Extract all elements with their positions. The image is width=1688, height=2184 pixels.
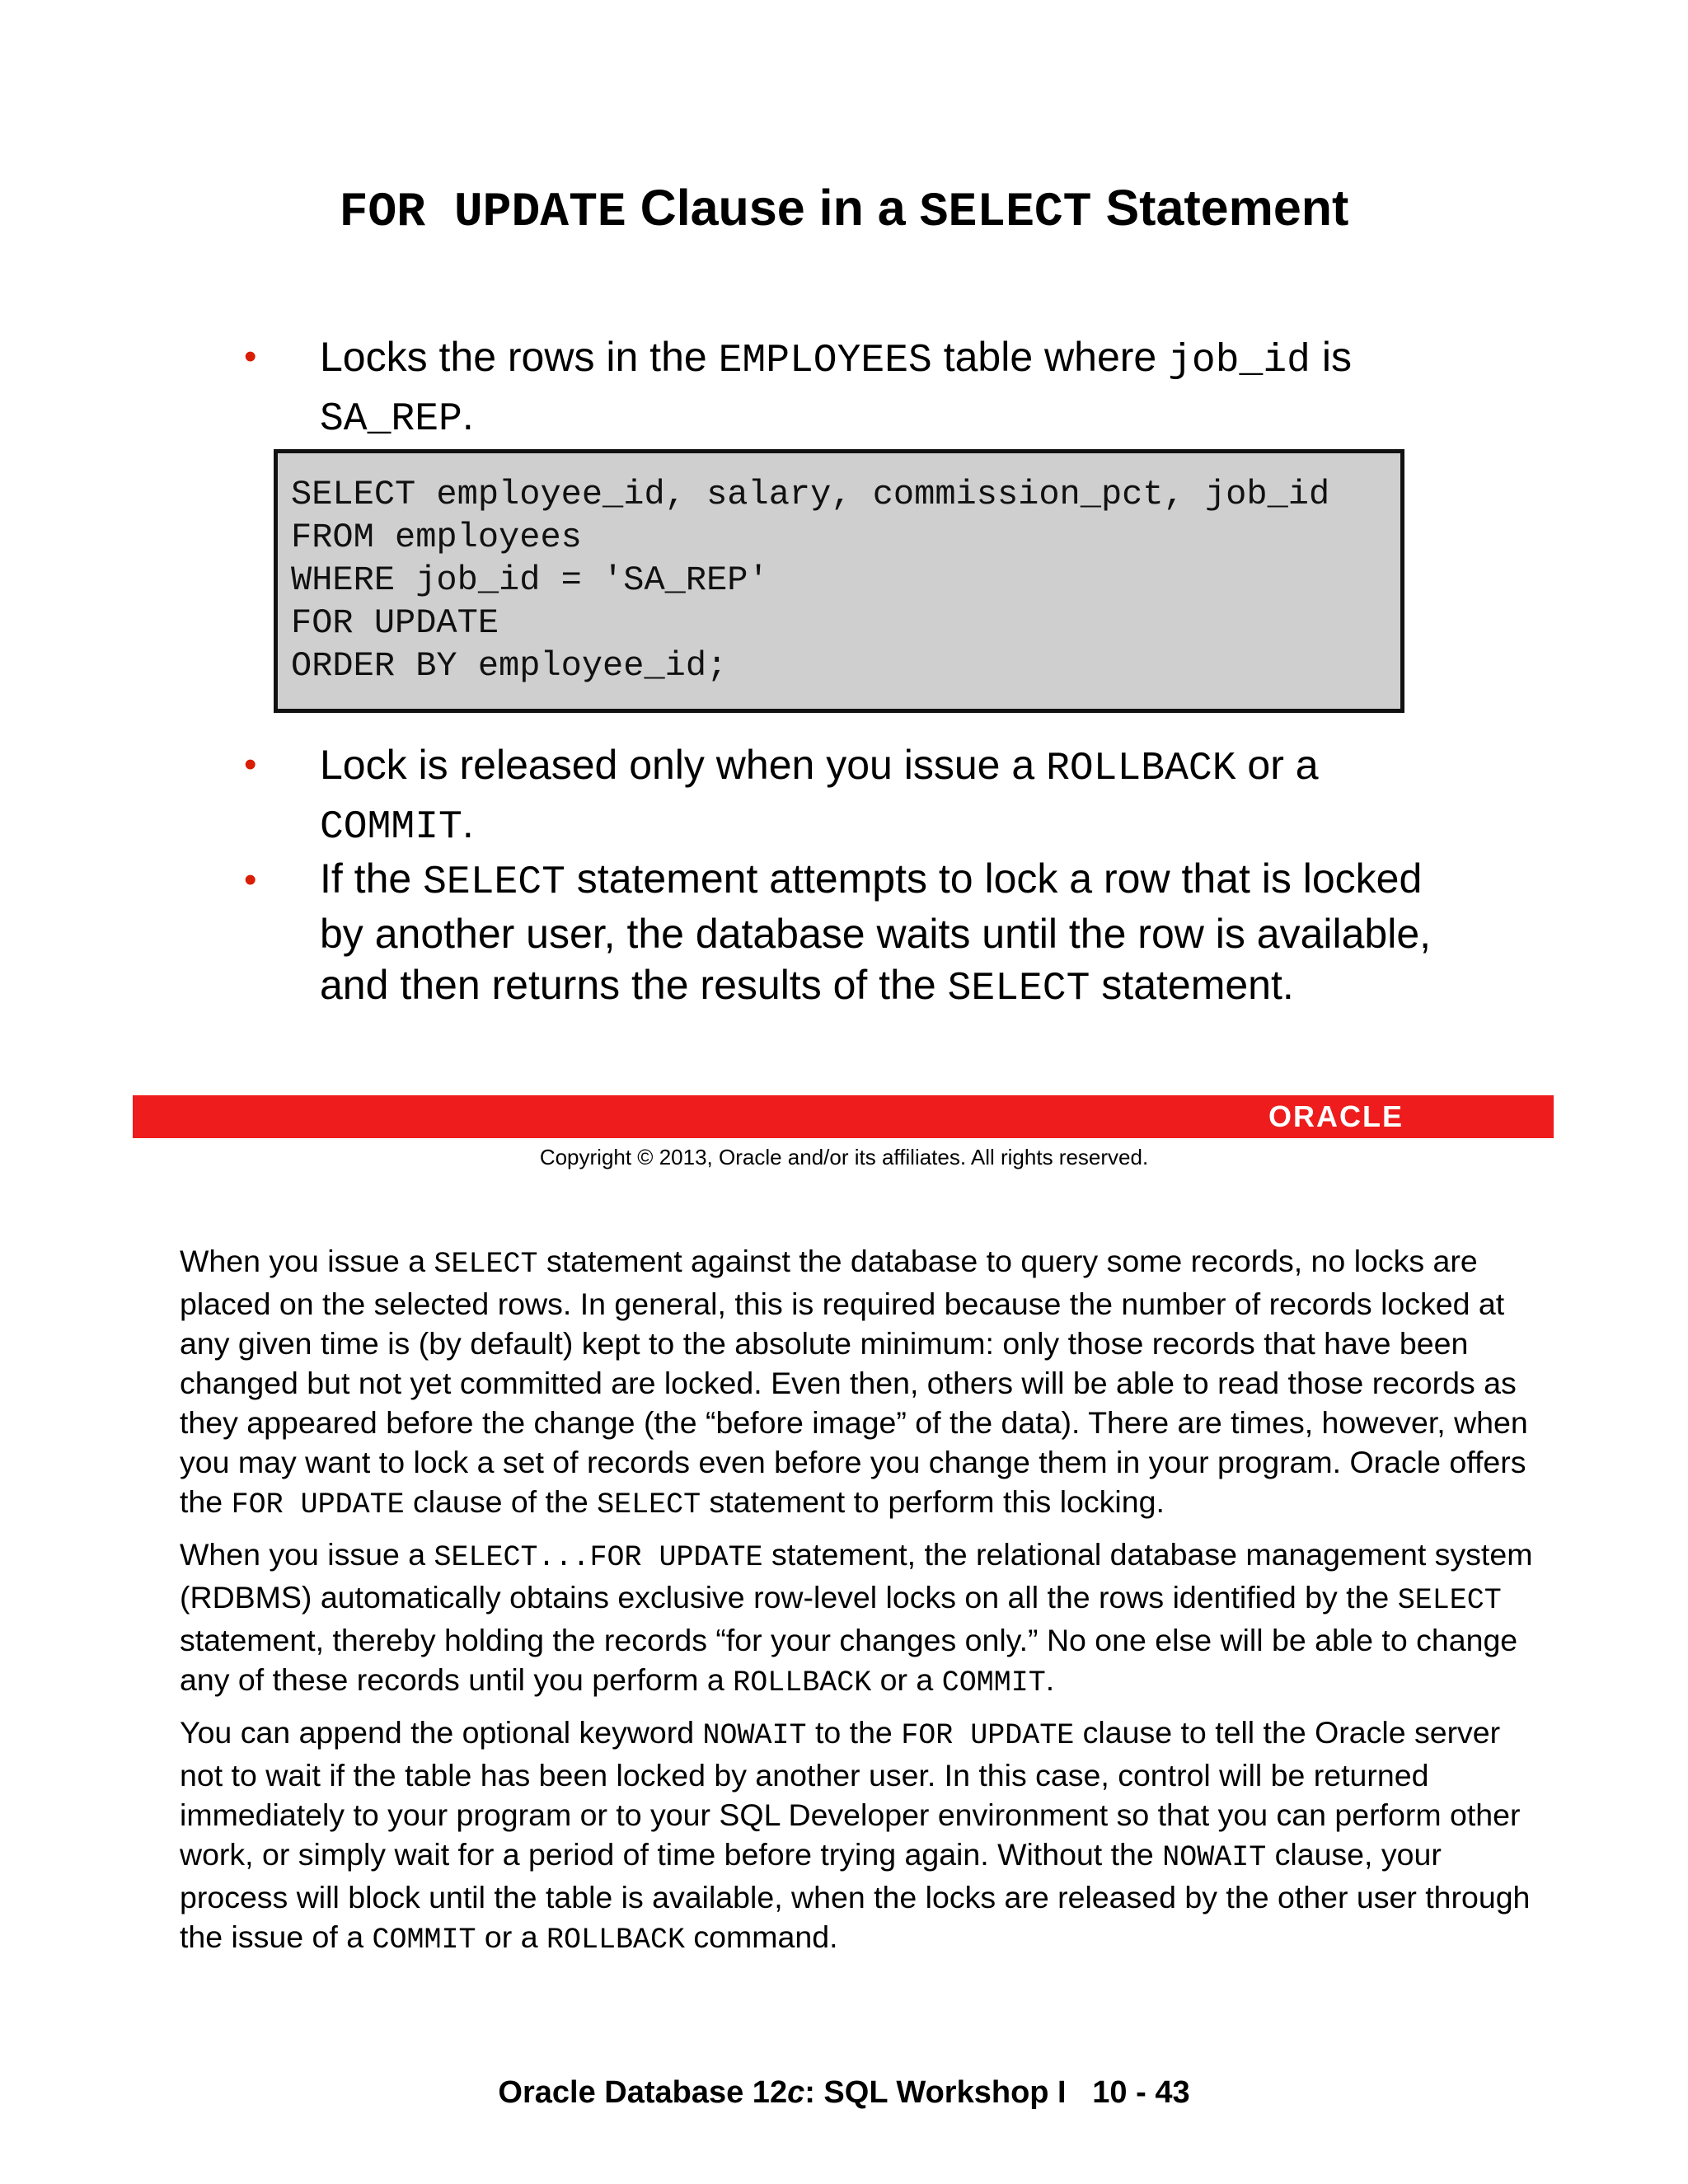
notes-paragraph: [180, 1535, 1548, 1703]
oracle-banner: [133, 1095, 1554, 1138]
oracle-logo: ORACLE: [1268, 1099, 1404, 1133]
code-run: NOWAIT: [702, 1719, 807, 1752]
title-keyword: FOR UPDATE: [339, 186, 626, 240]
code-line: FOR UPDATE: [291, 603, 499, 643]
bullet-marker: •: [244, 860, 257, 900]
code-run: SELECT: [597, 1488, 701, 1521]
code-run: job_id: [1168, 339, 1311, 383]
text-run: .: [462, 800, 474, 846]
bullet-marker: •: [244, 744, 257, 785]
title-text: Clause in a: [626, 180, 920, 236]
code-line: WHERE job_id = 'SA_REP': [291, 560, 769, 600]
text-run: to the: [806, 1715, 902, 1750]
text-run: command.: [685, 1919, 838, 1954]
text-run: When you issue a: [180, 1244, 434, 1278]
code-run: EMPLOYEES: [718, 339, 932, 383]
code-run: SELECT: [947, 967, 1090, 1011]
code-run: SELECT: [1397, 1584, 1502, 1617]
text-run: is: [1310, 334, 1352, 380]
code-run: NOWAIT: [1162, 1841, 1267, 1874]
bullet-marker: •: [244, 336, 257, 377]
footer-italic: c: [787, 2075, 805, 2110]
code-run: COMMIT: [941, 1666, 1046, 1699]
copyright-notice: Copyright © 2013, Oracle and/or its affiliates. All rights reserved.: [539, 1145, 1149, 1169]
title-keyword: SELECT: [919, 186, 1092, 240]
text-run: statement against the database to query some records, no locks are placed on the selected rows. In general, this is required because the number of records locked at any given time is (by default) kept to the absolute minimum: only those records that have been changed but not yet committed are locked. Even then, others will be able to read those records as they appeared before the change (the “before image” of the data). There are times, however, when you may want to lock a set of records even before you change them in your program. Oracle offers the: [180, 1244, 1528, 1519]
bullet-text: [320, 330, 1474, 447]
footer-text: Oracle Database 12: [498, 2075, 788, 2110]
footer-text: : SQL Workshop I 10 - 43: [804, 2075, 1190, 2110]
code-run: SELECT...FOR UPDATE: [434, 1541, 763, 1574]
code-run: COMMIT: [372, 1924, 476, 1957]
code-line: SELECT employee_id, salary, commission_pct, job_id: [291, 475, 1330, 514]
bullet-text: [320, 853, 1474, 1015]
title-text: Statement: [1091, 180, 1349, 236]
code-run: SELECT: [434, 1248, 538, 1281]
text-run: clause to tell the Oracle server not to wait if the table has been locked by another user. In this case, control will be returned immediately to your program or to your SQL Developer environment so that you can perform other work, or simply wait for a period of time before trying again. Without the: [180, 1715, 1521, 1872]
text-run: clause of the: [404, 1484, 598, 1519]
text-run: .: [462, 392, 474, 438]
page-footer: [0, 2073, 1688, 2112]
code-run: SELECT: [423, 860, 565, 905]
text-run: When you issue a: [180, 1537, 434, 1572]
code-line: FROM employees: [291, 518, 582, 557]
notes-section: [180, 1241, 1548, 1970]
text-run: statement, thereby holding the records “for your changes only.” No one else will be able to change any of these records until you perform a: [180, 1623, 1518, 1697]
notes-paragraph: [180, 1241, 1548, 1525]
code-run: FOR UPDATE: [901, 1719, 1075, 1752]
code-run: ROLLBACK: [546, 1924, 686, 1957]
slide-title: [0, 175, 1688, 246]
bullet-text: [320, 738, 1474, 855]
text-run: clause, your process will block until the table is available, when the locks are released by the other user through the issue of a: [180, 1837, 1531, 1954]
notes-paragraph: [180, 1713, 1548, 1960]
text-run: .: [1045, 1662, 1055, 1697]
text-run: Lock is released only when you issue a: [320, 742, 1047, 788]
code-run: SA_REP: [320, 397, 462, 442]
text-run: statement.: [1090, 962, 1294, 1008]
text-run: or a: [871, 1662, 942, 1697]
text-run: Locks the rows in the: [320, 334, 719, 380]
text-run: statement, the relational database management system (RDBMS) automatically obtains exclusive row-level locks on all the rows identified by the: [180, 1537, 1533, 1615]
code-run: FOR UPDATE: [231, 1488, 405, 1521]
code-run: COMMIT: [320, 805, 462, 850]
text-run: table where: [931, 334, 1169, 380]
code-run: ROLLBACK: [1046, 747, 1236, 791]
text-run: statement attempts to lock a row that is locked by another user, the database waits until the row is available, and then returns the results of the: [320, 855, 1432, 1008]
code-line: ORDER BY employee_id;: [291, 646, 728, 686]
text-run: If the: [320, 855, 424, 902]
text-run: statement to perform this locking.: [701, 1484, 1165, 1519]
text-run: or a: [1236, 742, 1319, 788]
text-run: You can append the optional keyword: [180, 1715, 703, 1750]
text-run: or a: [476, 1919, 546, 1954]
code-block: [274, 449, 1404, 713]
code-run: ROLLBACK: [733, 1666, 872, 1699]
